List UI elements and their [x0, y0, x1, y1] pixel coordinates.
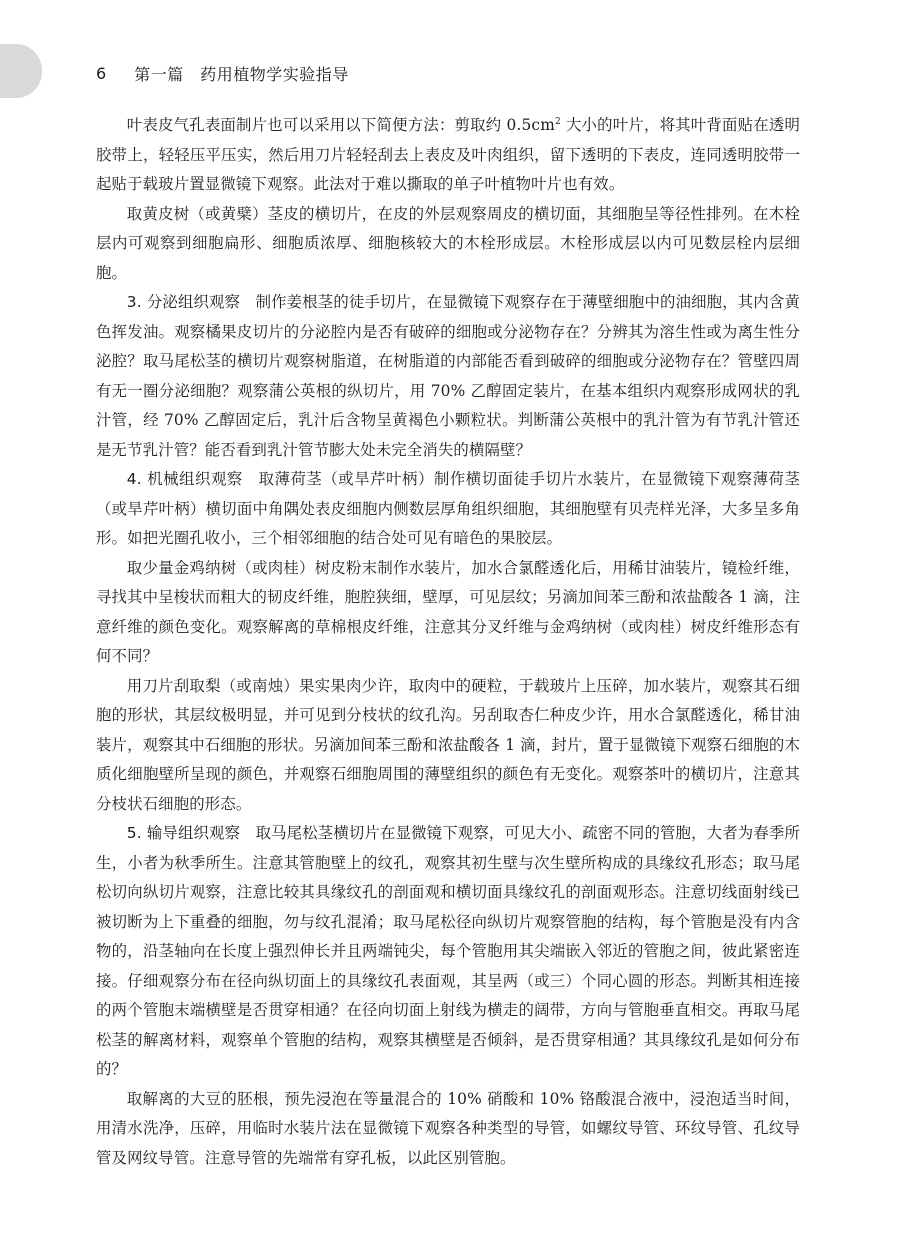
paragraph-text: 用刀片刮取梨（或南烛）果实果肉少许，取肉中的硬粒，于载玻片上压碎，加水装片，观察其石细胞的形状，其层纹极明显，并可见到分枝状的纹孔沟。另刮取杏仁种皮少许，用水合氯醛透化，稀甘油装片，观察其中石细胞的形状。另滴加间苯三酚和浓盐酸各 1 滴，封片，置于显微镜下观察石细胞的木质化细胞壁所呈现的颜色，并观察石细胞周围的薄壁组织的颜色有无变化。观察茶叶的横切片，注意其分枝状石细胞的形态。	[96, 676, 800, 813]
paragraph-conducting-tissue	[96, 819, 800, 1085]
paragraph-text: 制作姜根茎的徒手切片，在显微镜下观察存在于薄壁细胞中的油细胞，其内含黄色挥发油。观察橘果皮切片的分泌腔内是否有破碎的细胞或分泌物存在？分辨其为溶生性或为离生性分泌腔？取马尾松茎的横切片观察树脂道，在树脂道的内部能否看到破碎的细胞或分泌物存在？管壁四周有无一圈分泌细胞？观察蒲公英根的纵切片，用 70% 乙醇固定装片，在基本组织内观察形成网状的乳汁管，经 70% 乙醇固定后，乳汁后含物呈黄褐色小颗粒状。判断蒲公英根中的乳汁管为有节乳汁管还是无节乳汁管？能否看到乳汁管节膨大处未完全消失的横隔壁？	[96, 293, 800, 459]
paragraph-text: 取薄荷茎（或旱芹叶柄）制作横切面徒手切片水装片，在显微镜下观察薄荷茎（或旱芹叶柄）横切面中角隅处表皮细胞内侧数层厚角组织细胞，其细胞壁有贝壳样光泽，大多呈多角形。如把光圈孔收小，三个相邻细胞的结合处可见有暗色的果胶层。	[96, 470, 800, 547]
section-lead: 4. 机械组织观察	[126, 470, 243, 488]
superscript: 2	[554, 116, 561, 127]
paragraph-stomata-method	[96, 111, 800, 200]
page-edge-tab	[0, 44, 42, 98]
paragraph-secretory-tissue	[96, 288, 800, 465]
paragraph-stone-cells	[96, 672, 800, 820]
paragraph-vessels	[96, 1085, 800, 1174]
section-lead: 3. 分泌组织观察	[126, 293, 241, 311]
paragraph-text: 取解离的大豆的胚根，预先浸泡在等量混合的 10% 硝酸和 10% 铬酸混合液中，浸泡适当时间，用清水洗净，压碎，用临时水装片法在显微镜下观察各种类型的导管，如螺纹导管、环纹导管、孔纹导管及网纹导管。注意导管的先端常有穿孔板，以此区别管胞。	[96, 1089, 800, 1167]
paragraph-text: 取马尾松茎横切片在显微镜下观察，可见大小、疏密不同的管胞，大者为春季所生，小者为秋季所生。注意其管胞壁上的纹孔，观察其初生壁与次生壁所构成的具缘纹孔形态；取马尾松切向纵切片观察，注意比较其具缘纹孔的剖面观和横切面具缘纹孔的剖面观形态。注意切线面射线已被切断为上下重叠的细胞，勿与纹孔混淆；取马尾松径向纵切片观察管胞的结构，每个管胞是没有内含物的，沿茎轴向在长度上强烈伸长并且两端钝尖，每个管胞用其尖端嵌入邻近的管胞之间，彼此紧密连接。仔细观察分布在径向纵切面上的具缘纹孔表面观，其呈两（或三）个同心圆的形态。判断其相连接的两个管胞末端横壁是否贯穿相通？在径向切面上射线为横走的阔带，方向与管胞垂直相交。再取马尾松茎的解离材料，观察单个管胞的结构，观察其横壁是否倾斜，是否贯穿相通？其具缘纹孔是如何分布的？	[96, 824, 800, 1078]
running-title: 第一篇 药用植物学实验指导	[134, 64, 349, 84]
page-header	[96, 60, 349, 86]
body-text	[96, 111, 800, 1173]
paragraph-text: 取少量金鸡纳树（或肉桂）树皮粉末制作水装片，加水合氯醛透化后，用稀甘油装片，镜检纤维，寻找其中呈梭状而粗大的韧皮纤维，胞腔狭细，壁厚，可见层纹；另滴加间苯三酚和浓盐酸各 1 滴，注意纤维的颜色变化。观察解离的草棉根皮纤维，注意其分叉纤维与金鸡纳树（或肉桂）树皮纤维形态有何不同？	[96, 558, 800, 665]
paragraph-fibers	[96, 554, 800, 672]
paragraph-mechanical-tissue	[96, 465, 800, 554]
section-lead: 5. 输导组织观察	[126, 824, 241, 842]
paragraph-text: 叶表皮气孔表面制片也可以采用以下简便方法：剪取约 0.5cm	[126, 116, 555, 134]
paragraph-periderm	[96, 200, 800, 289]
page-number: 6	[96, 63, 107, 83]
paragraph-text: 大小的叶片，将其叶背面贴在透明胶带上，轻轻压平压实，然后用刀片轻轻刮去上表皮及叶肉组织，留下透明的下表皮，连同透明胶带一起贴于载玻片置显微镜下观察。此法对于难以撕取的单子叶植物叶片也有效。	[96, 116, 800, 193]
paragraph-text: 取黄皮树（或黄檗）茎皮的横切片，在皮的外层观察周皮的横切面，其细胞呈等径性排列。在木栓层内可观察到细胞扁形、细胞质浓厚、细胞核较大的木栓形成层。木栓形成层以内可见数层栓内层细胞。	[96, 204, 800, 282]
